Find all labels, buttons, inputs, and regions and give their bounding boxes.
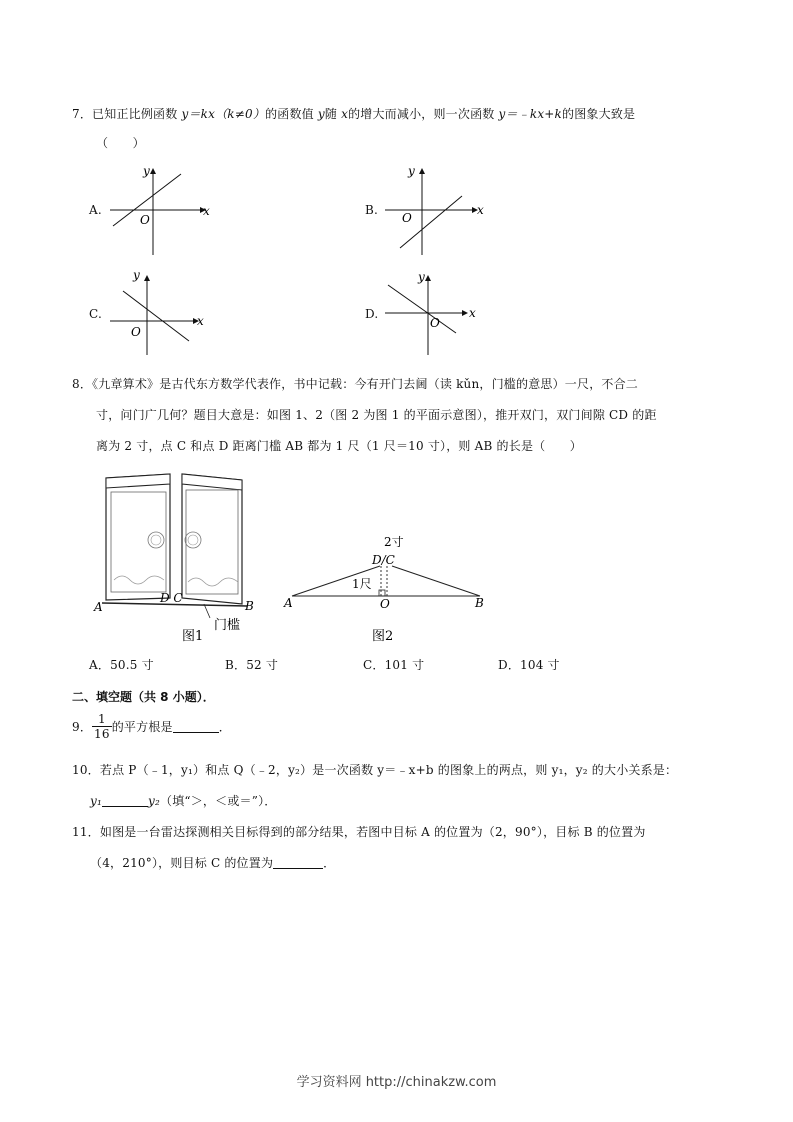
q8-line-3: 离为 2 寸，点 C 和点 D 距离门槛 AB 都为 1 尺（1 尺＝10 寸），则 AB 的长是（ ） bbox=[96, 439, 582, 453]
q7-text-4: 的增大而减小，则一次函数 bbox=[348, 107, 499, 121]
point-o-label: O bbox=[380, 597, 390, 611]
question-9 bbox=[72, 712, 231, 741]
q7-var-y: y bbox=[317, 107, 325, 121]
var-y2: y₂ bbox=[148, 794, 160, 808]
y-axis-label: y bbox=[133, 268, 140, 282]
option-b-label[interactable]: B. bbox=[365, 203, 379, 217]
q8-text-1: 《九章算术》是古代东方数学代表作，书中记载：今有开门去阃（读 kǔn，门槛的意思）一尺，不合二 bbox=[92, 377, 638, 391]
q7-formula-2: y＝﹣kx+k bbox=[498, 107, 563, 121]
q10-tail: （填“＞，＜或＝”）． bbox=[160, 794, 277, 808]
sill-label: 门槛 bbox=[214, 618, 241, 633]
answer-blank[interactable] bbox=[173, 720, 219, 733]
question-number: 8． bbox=[72, 377, 93, 391]
q11-line-1 bbox=[72, 823, 646, 840]
q7-text-2: 的函数值 bbox=[265, 107, 318, 121]
question-number: 10． bbox=[72, 763, 100, 777]
choice-c[interactable]: C．101 寸 bbox=[363, 658, 425, 672]
answer-blank[interactable] bbox=[273, 856, 323, 869]
point-b-label: B bbox=[245, 599, 254, 613]
q8-line-2: 寸，问门广几何？题目大意是：如图 1、2（图 2 为图 1 的平面示意图），推开双门，双门间隙 CD 的距 bbox=[96, 408, 657, 422]
choice-a[interactable]: A．50.5 寸 bbox=[89, 658, 154, 672]
question-number: 11． bbox=[72, 825, 100, 839]
option-c-label[interactable]: C. bbox=[89, 307, 102, 321]
x-axis-label: x bbox=[477, 203, 484, 217]
q7-answer-paren: （ ） bbox=[96, 136, 145, 150]
question-number: 7． bbox=[72, 107, 93, 121]
point-a-label: A bbox=[94, 600, 103, 614]
fraction-numerator: 1 bbox=[92, 712, 112, 727]
origin-label: O bbox=[402, 211, 412, 225]
fraction-denominator: 16 bbox=[94, 727, 110, 741]
y-axis-label: y bbox=[408, 164, 415, 178]
points-dc-label: D/C bbox=[372, 553, 395, 567]
option-b-graph bbox=[380, 160, 500, 260]
point-a-label: A bbox=[284, 596, 293, 610]
q11-text-2: （4，210°），则目标 C 的位置为 bbox=[90, 856, 274, 870]
gap-label: 2寸 bbox=[384, 535, 404, 549]
figure-1-caption: 图1 bbox=[182, 629, 204, 644]
q7-text-3: 随 bbox=[324, 107, 342, 121]
option-a-label[interactable]: A. bbox=[89, 203, 102, 217]
q7-formula-1: y＝kx（k≠0） bbox=[181, 107, 266, 121]
question-7-stem bbox=[72, 105, 635, 122]
q8-line-1 bbox=[72, 375, 638, 392]
origin-label: O bbox=[140, 213, 150, 227]
choice-d[interactable]: D．104 寸 bbox=[498, 658, 560, 672]
option-d-label[interactable]: D. bbox=[365, 307, 379, 321]
fraction bbox=[92, 712, 112, 741]
choice-b[interactable]: B．52 寸 bbox=[225, 658, 279, 672]
q10-line-1 bbox=[72, 761, 677, 778]
q7-text-5: 的图象大致是 bbox=[562, 107, 636, 121]
q10-text: 若点 P（﹣1，y₁）和点 Q（﹣2，y₂）是一次函数 y＝﹣x+b 的图象上的两点，则 y₁，y₂ 的大小关系是： bbox=[99, 763, 678, 777]
option-a-graph bbox=[105, 160, 225, 260]
footer-watermark[interactable]: 学习资料网 http://chinakzw.com bbox=[296, 1075, 497, 1090]
y-axis-label: y bbox=[418, 270, 425, 284]
answer-blank[interactable] bbox=[102, 794, 148, 807]
q7-var-x: x bbox=[341, 107, 349, 121]
option-c-graph bbox=[105, 265, 225, 360]
section-heading: 二、填空题（共 8 小题）． bbox=[72, 690, 215, 704]
origin-label: O bbox=[430, 316, 440, 330]
origin-label: O bbox=[131, 325, 141, 339]
var-y1: y₁ bbox=[90, 794, 102, 808]
point-b-label: B bbox=[475, 596, 484, 610]
question-number: 9． bbox=[72, 720, 93, 734]
figure-1-doors bbox=[92, 470, 262, 650]
x-axis-label: x bbox=[197, 314, 204, 328]
q11-end: ． bbox=[323, 856, 336, 870]
x-axis-label: x bbox=[203, 204, 210, 218]
q11-line-2 bbox=[90, 854, 335, 871]
distance-label: 1尺 bbox=[352, 577, 372, 591]
figure-2-diagram bbox=[280, 532, 500, 647]
option-d-graph bbox=[380, 265, 500, 360]
y-axis-label: y bbox=[143, 164, 150, 178]
q9-end: ． bbox=[218, 720, 231, 734]
q11-text: 如图是一台雷达探测相关目标得到的部分结果，若图中目标 A 的位置为（2，90°），目标 B 的位置为 bbox=[99, 825, 646, 839]
q9-text: 的平方根是 bbox=[111, 720, 173, 734]
x-axis-label: x bbox=[469, 306, 476, 320]
q10-line-2 bbox=[90, 792, 276, 809]
q7-text: 已知正比例函数 bbox=[92, 107, 182, 121]
figure-2-caption: 图2 bbox=[372, 629, 394, 644]
points-dc-label: D C bbox=[160, 591, 183, 605]
